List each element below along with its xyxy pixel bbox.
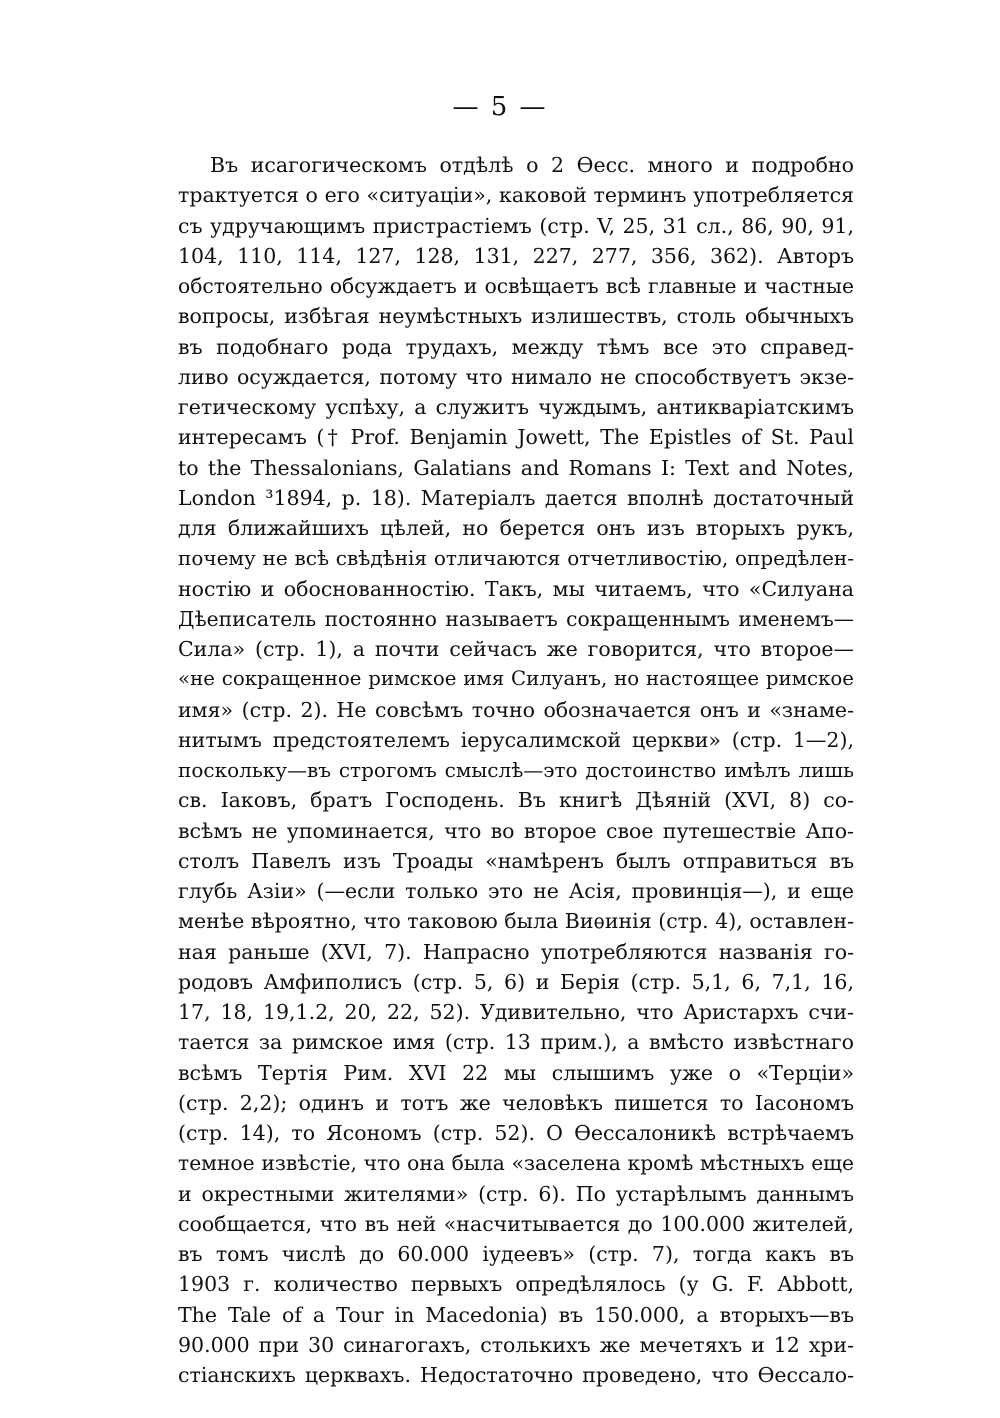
text-line: въ подобнаго рода трудахъ, между тѣмъ все это справед- (178, 334, 854, 359)
text-line: обстоятельно обсуждаетъ и освѣщаетъ всѣ главные и частные (178, 274, 854, 298)
text-line: ливо осуждается, потому что нимало не способствуетъ экзе- (178, 364, 854, 389)
text-line: имя» (стр. 2). Не совсѣмъ точно обозначается онъ и «знаме- (178, 697, 854, 722)
text-line: почему не всѣ свѣдѣнія отличаются отчетливостію, опредѣлен- (178, 546, 854, 571)
page-number: — 5 — (452, 92, 548, 122)
body-text (178, 150, 854, 1390)
text-line: родовъ Амфиполисъ (стр. 5, 6) и Берія (стр. 5,1, 6, 7,1, 16, (178, 969, 854, 994)
text-line: Дѣеписатель постоянно называетъ сокращеннымъ именемъ— (178, 606, 854, 631)
text-line: и окрестными жителями» (стр. 6). По устарѣлымъ даннымъ (178, 1181, 854, 1206)
text-line: св. Іаковъ, братъ Господень. Въ книгѣ Дѣяній (XVI, 8) со- (178, 788, 854, 813)
text-line: темное извѣстіе, что она была «заселена кромѣ мѣстныхъ еще (178, 1151, 854, 1176)
text-line: The Tale of a Tour in Macedonia) въ 150.000, а вторыхъ—въ (178, 1302, 854, 1327)
text-line: вопросы, избѣгая неумѣстныхъ излишествъ, столь обычныхъ (178, 304, 854, 329)
text-line: (стр. 2,2); одинъ и тотъ же человѣкъ пишется то Іасономъ (178, 1090, 854, 1115)
text-line: трактуется о его «ситуаціи», каковой терминъ употребляется (178, 183, 854, 208)
text-line: (стр. 14), то Ясономъ (стр. 52). О Ѳессалоникѣ встрѣчаемъ (178, 1121, 854, 1145)
text-line: London ³1894, p. 18). Матеріалъ дается вполнѣ достаточный (178, 485, 854, 510)
text-line: менѣе вѣроятно, что таковою была Виѳинія (стр. 4), оставлен- (178, 909, 854, 934)
text-line: глубь Азіи» (—если только это не Асія, провинція—), и еще (178, 879, 854, 903)
text-line: для ближайшихъ цѣлей, но берется онъ изъ вторыхъ рукъ, (178, 516, 854, 540)
text-line: съ удручающимъ пристрастіемъ (стр. V, 25, 31 сл., 86, 90, 91, (178, 213, 854, 238)
text-line: всѣмъ не упоминается, что во второе свое путешествіе Апо- (178, 818, 854, 843)
text-line: интересамъ († Prof. Benjamin Jowett, The Epistles of St. Paul (178, 425, 854, 450)
text-line: to the Thessalonians, Galatians and Romans I: Text and Notes, (178, 455, 854, 480)
text-line: 104, 110, 114, 127, 128, 131, 227, 277, 356, 362). Авторъ (178, 243, 854, 268)
text-line: стіанскихъ церквахъ. Недостаточно проведено, что Ѳессало- (178, 1363, 854, 1387)
text-line: поскольку—въ строгомъ смыслѣ—это достоинство имѣлъ лишь (178, 758, 854, 782)
text-line: ностію и обоснованностію. Такъ, мы читаемъ, что «Силуана (178, 576, 854, 601)
text-line: «не сокращенное римское имя Силуанъ, но настоящее римское (178, 667, 854, 691)
text-line: всѣмъ Тертія Рим. XVI 22 мы слышимъ уже о «Терціи» (178, 1060, 854, 1085)
text-line: 1903 г. количество первыхъ опредѣлялось (у G. F. Abbott, (178, 1272, 854, 1297)
text-line: 90.000 при 30 синагогахъ, столькихъ же мечетяхъ и 12 хри- (178, 1332, 854, 1357)
text-line: въ томъ числѣ до 60.000 іудеевъ» (стр. 7), тогда какъ въ (178, 1242, 854, 1266)
text-line: 17, 18, 19,1.2, 20, 22, 52). Удивительно, что Аристархъ счи- (178, 1000, 854, 1024)
text-line: Сила» (стр. 1), а почти сейчасъ же говорится, что второе— (178, 637, 854, 661)
text-line: ная раньше (XVI, 7). Напрасно употребляются названія го- (178, 939, 854, 964)
text-line: сообщается, что въ ней «насчитывается до 100.000 жителей, (178, 1211, 854, 1236)
text-line: Въ исагогическомъ отдѣлѣ о 2 Ѳесс. много и подробно (210, 153, 854, 177)
text-line: тается за римское имя (стр. 13 прим.), а вмѣсто извѣстнаго (178, 1030, 854, 1055)
text-line: столъ Павелъ изъ Троады «намѣренъ былъ отправиться въ (178, 848, 854, 873)
text-line: нитымъ предстоятелемъ іерусалимской церкви» (стр. 1—2), (178, 727, 854, 752)
text-line: гетическому успѣху, а служитъ чуждымъ, антикваріатскимъ (178, 395, 854, 419)
